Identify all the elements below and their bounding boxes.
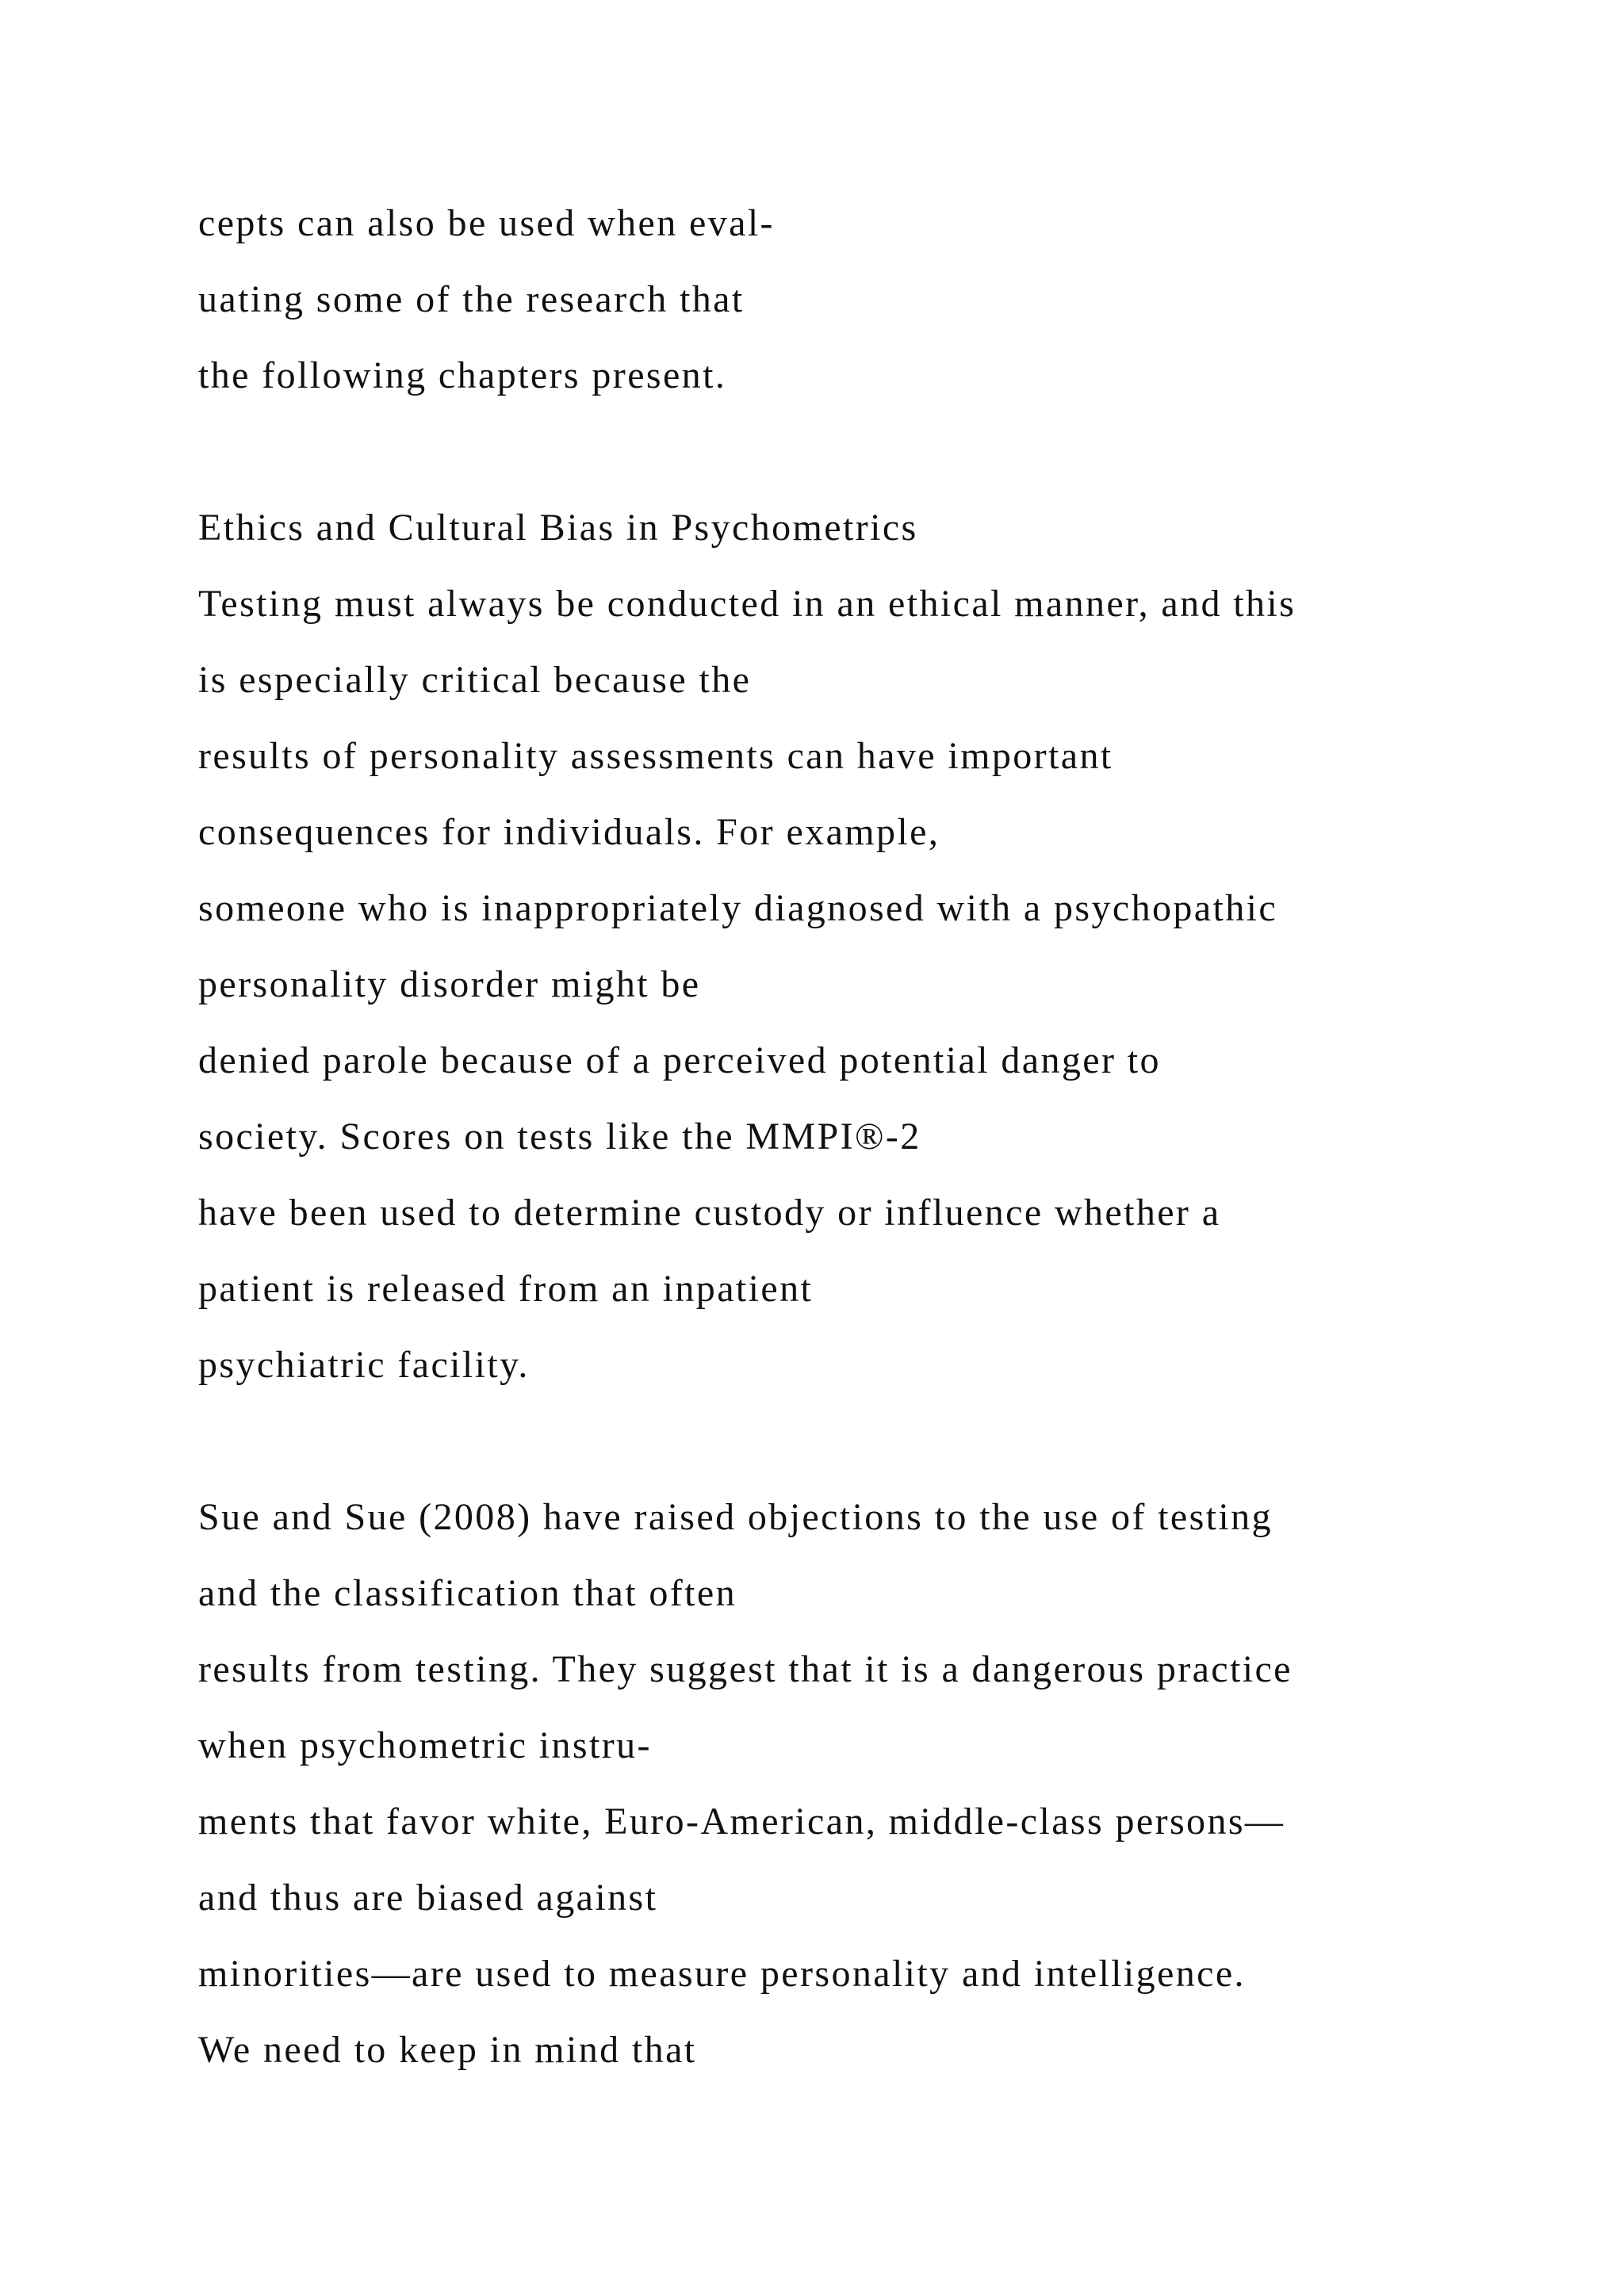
text-line: uating some of the research that <box>198 278 745 320</box>
text-line: results of personality assessments can have important <box>198 735 1113 777</box>
text-line: minorities—are used to measure personality and intelligence. <box>198 1953 1246 1995</box>
text-line: and thus are biased against <box>198 1877 658 1919</box>
text-line: cepts can also be used when eval- <box>198 202 775 244</box>
text-line: results from testing. They suggest that it is a dangerous practice <box>198 1648 1293 1690</box>
text-line: is especially critical because the <box>198 659 752 701</box>
text-line: patient is released from an inpatient <box>198 1268 814 1310</box>
text-line: have been used to determine custody or influence whether a <box>198 1192 1221 1234</box>
text-line: psychiatric facility. <box>198 1344 530 1386</box>
text-line: society. Scores on tests like the MMPI®-2 <box>198 1115 921 1158</box>
text-line: when psychometric instru- <box>198 1724 652 1766</box>
text-line: and the classification that often <box>198 1572 737 1614</box>
section-heading: Ethics and Cultural Bias in Psychometrics <box>198 507 918 549</box>
text-line: Testing must always be conducted in an ethical manner, and this <box>198 583 1297 625</box>
text-line: ments that favor white, Euro-American, middle-class persons— <box>198 1800 1285 1843</box>
text-line: the following chapters present. <box>198 354 727 396</box>
text-line: We need to keep in mind that <box>198 2029 697 2071</box>
text-line: Sue and Sue (2008) have raised objections to the use of testing <box>198 1496 1273 1538</box>
text-line: denied parole because of a perceived potential danger to <box>198 1039 1161 1081</box>
text-line: consequences for individuals. For example, <box>198 811 940 853</box>
text-line: personality disorder might be <box>198 963 701 1005</box>
text-line: someone who is inappropriately diagnosed with a psychopathic <box>198 887 1278 929</box>
